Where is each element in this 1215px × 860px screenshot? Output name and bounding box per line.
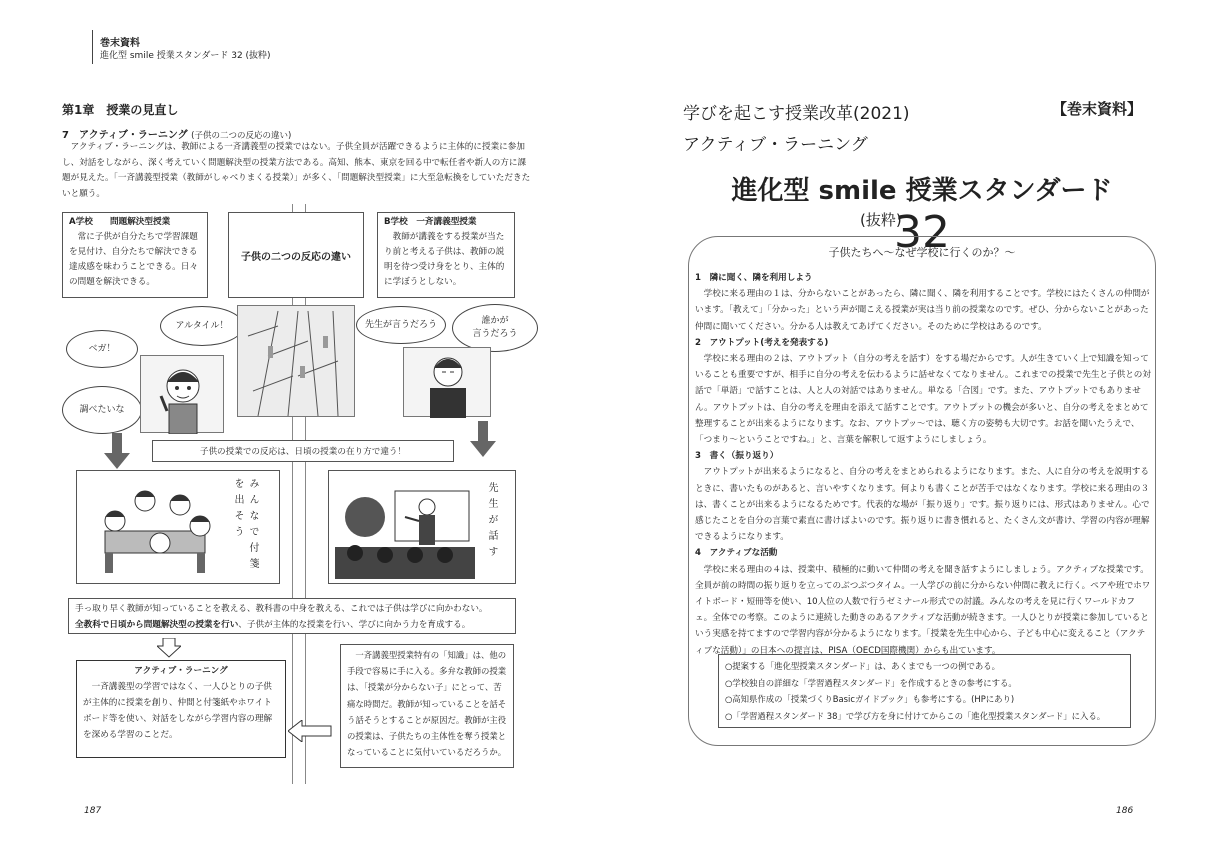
reason-4-heading: 4 アクティブな活動 — [695, 548, 778, 559]
reason-4-body: 学校に来る理由の４は、授業中、積極的に動いて仲間の考えを聞き話すようにしましょう。アクティブな授業です。全員が前の時間の振り返りを立ってのぶつぶつタイム。一人学びの前に分からない仲間に教えに行く。ペアや班でホワイトボード・短冊等を使い、10人位の人数で行うゼミナール形式での討議。みんなの考えを見に行くワールドカフェ。全体での考察。このように連続した動きのあるアクティブな活動が続きます。一人ひとりが授業に参加しているという実感を持てますので学習内容が分かるようになります。「授業を先生中心から、子ども中心に変えること（アクティブな活動）」の日本への提言は、PISA（OECD国際機関）からも出ています。 — [695, 564, 1151, 656]
section-title — [62, 126, 291, 141]
boy-illustration — [403, 347, 491, 417]
reason-2-body: 学校に来る理由の２は、アウトプット（自分の考えを話す）をする場だからです。人が生きていく上で知識を知っていることも重要ですが、相手に自分の考えを伝わるように話せなくてなりません。これまでの授業で先生と子供との対話で「単語」で話すことは、人と人の対話ではありません。単なる「合図」です。また、アウトプットでもありません。アウトプットは、自分の考えを理由を添えて話すことです。アウトプットの機会が多いと、自分の考えをまとめて整理することが出来るようになります。なお、アウトプッ～では、聴く方の姿勢も大切です。お話を聞いたうえで、「つまり～ということですね。」と、言葉を解釈して返すようにしましょう。 — [695, 354, 1151, 446]
header-subtitle: 進化型 smile 授業スタンダード 32 (抜粋) — [100, 51, 271, 61]
note-item: ○高知県作成の「授業づくりBasicガイドブック」も参考にする。(HPにあり) — [725, 694, 1015, 704]
center-label-box — [228, 212, 364, 298]
reasons-body — [695, 270, 1151, 659]
reason-3-body: アウトプットが出来るようになると、自分の考えをまとめられるようになります。また、人に自分の考えを説明するときに、書いたものがあると、言いやすくなります。何よりも書くことが苦手ではなくなります。学校に来る理由の３は、書くことが出来るようになるためです。代表的な場が「振り返り」です。振り返りには、形式はありません。心で感じたことを自分の言葉で素直に書けばよいのです。振り返りに書き慣れると、たくさん文が書け、学習の内容が理解できるようになります。 — [695, 467, 1150, 543]
active-learning-body: 一斉講義型の学習ではなく、一人ひとりの子供が主体的に授業を創り、仲間と付箋紙やホワイトボード等を使い、対話をしながら学習内容の理解を深める学習のことだ。 — [83, 682, 273, 740]
school-a-title: A学校 問題解決型授業 — [69, 217, 171, 227]
school-a-box — [62, 212, 208, 298]
wide-summary-box — [68, 598, 516, 634]
right-title-1: 学びを起こす授業改革(2021) — [683, 104, 910, 124]
wide-summary-line1: 手っ取り早く教師が知っていることを教える、教科書の中身を教える、これでは子供は学びに向かわない。 — [75, 604, 488, 614]
section-title-sub: (子供の二つの反応の違い) — [191, 131, 292, 141]
school-b-body: 教師が講義をする授業が当たり前と考える子供は、教師の説明を待つ受け身をとり、主体的に学ぼうとしない。 — [384, 232, 505, 287]
school-a-body: 常に子供が自分たちで学習課題を見付け、自分たちで解決できる達成感を味わうことできる。日々の問題を解決できる。 — [69, 232, 198, 287]
section-title-main: 7 アクティブ・ラーニング — [62, 130, 188, 141]
lecture-critique-text: 一斉講義型授業特有の「知識」は、他の手段で容易に手に入る。多弁な教師の授業は、「授業が分からない子」にとって、苦痛な時間だ。教師が知っていることを話そう話そうとすることが原因だ。教師が主役の授業は、子供たちの主体性を奪う授業となっていることに気付いているだろうか。 — [347, 650, 507, 758]
standard-subtitle: (抜粋) — [860, 211, 902, 229]
frame-heading: 子供たちへ～なぜ学校に行くのか？～ — [828, 246, 1016, 259]
active-learning-title: アクティブ・ラーニング — [134, 666, 228, 676]
bamboo-illustration — [237, 305, 355, 417]
tanabata-bamboo-icon — [238, 306, 356, 418]
bubble-bega: ベガ！ — [66, 330, 138, 368]
girl-icon — [141, 356, 225, 434]
page-number-left: 187 — [84, 806, 102, 816]
active-learning-box — [76, 660, 286, 758]
boy-icon — [404, 348, 492, 418]
school-b-title: B学校 一斉講義型授業 — [384, 217, 477, 227]
wide-summary-rest: 、子供が主体的な授業を行い、学びに向かう力を育成する。 — [238, 620, 471, 630]
middle-caption-box — [152, 440, 454, 462]
hollow-arrow-left-icon — [288, 720, 332, 742]
standard-title-number: 32 — [894, 207, 950, 258]
bubble-aruteiru: アルタイル！ — [160, 306, 244, 346]
note-item: ○学校独自の詳細な「学習過程スタンダード」を作成するときの参考にする。 — [725, 677, 1017, 688]
note-item: ○提案する「進化型授業スタンダード」は、あくまでも一つの例である。 — [725, 661, 1000, 671]
bubble-dareka: 誰かが 言うだろう — [452, 304, 538, 352]
group-children-icon — [85, 481, 225, 577]
vtext-fusen: みんなで付箋を出そう — [232, 478, 258, 574]
girl-illustration — [140, 355, 224, 433]
arrow-down-right-icon — [470, 421, 496, 457]
lecture-critique-box — [340, 644, 514, 768]
wide-summary-bold: 全教科で日頃から問題解決型の授業を行い — [75, 620, 239, 630]
page-number-right: 186 — [1116, 806, 1134, 816]
notes-box — [718, 654, 1131, 728]
note-item: ○「学習過程スタンダード 38」で学び方を身に付けてからこの「進化型授業スタンダード」に入る。 — [725, 710, 1106, 721]
school-b-box — [377, 212, 515, 298]
arrow-down-left-icon — [104, 433, 130, 469]
intro-paragraph: アクティブ・ラーニングは、教師による一斉講義型の授業ではない。子供全員が活躍できるように主体的に授業に参加し、対話をしながら、深く考えていく問題解決型の授業方法である。高知、熊本、東京を回る中で転任者や新人の方に課題が見えた。「一斉講義型授業（教師がしゃべりまくる授業）」が多く、「問題解決型授業」に大至急転換をしていただきたいと願う。 — [62, 142, 531, 199]
teacher-lecture-icon — [335, 477, 475, 579]
middle-caption: 子供の授業での反応は、日頃の授業の在り方で違う！ — [199, 447, 407, 457]
reason-2-heading: 2 アウトプット(考えを発表する) — [695, 337, 829, 348]
header-rule — [92, 30, 93, 64]
hollow-arrow-down-icon — [157, 638, 181, 658]
standard-title-text: 進化型 smile 授業スタンダード — [731, 176, 1113, 206]
vtext-sensei: 先生が話す — [486, 482, 497, 562]
header-label: 巻末資料 — [100, 38, 140, 49]
reason-1-body: 学校に来る理由の１は、分からないことがあったら、隣に聞く、隣を利用することです。学校にはたくさんの仲間がいます。「教えて」「分かった」という声が聞こえる授業が実は当り前の授業なのです。ぜひ、分からないことがあった仲間に聞いてください。分かる人は教えてあげてください。そのために学校はあるのです。 — [695, 289, 1150, 332]
right-title-2: アクティブ・ラーニング — [683, 135, 868, 155]
bubble-shirabetai: 調べたいな — [62, 386, 142, 434]
reason-3-heading: 3 書く（振り返り） — [695, 451, 779, 462]
reason-1-heading: 1 隣に聞く、隣を利用しよう — [695, 273, 813, 283]
center-label: 子供の二つの反応の違い — [241, 251, 351, 263]
appendix-tag: 【巻末資料】 — [1052, 100, 1143, 118]
chapter-title: 第1章 授業の見直し — [62, 103, 179, 117]
bubble-sensei: 先生が言うだろう — [356, 306, 446, 344]
